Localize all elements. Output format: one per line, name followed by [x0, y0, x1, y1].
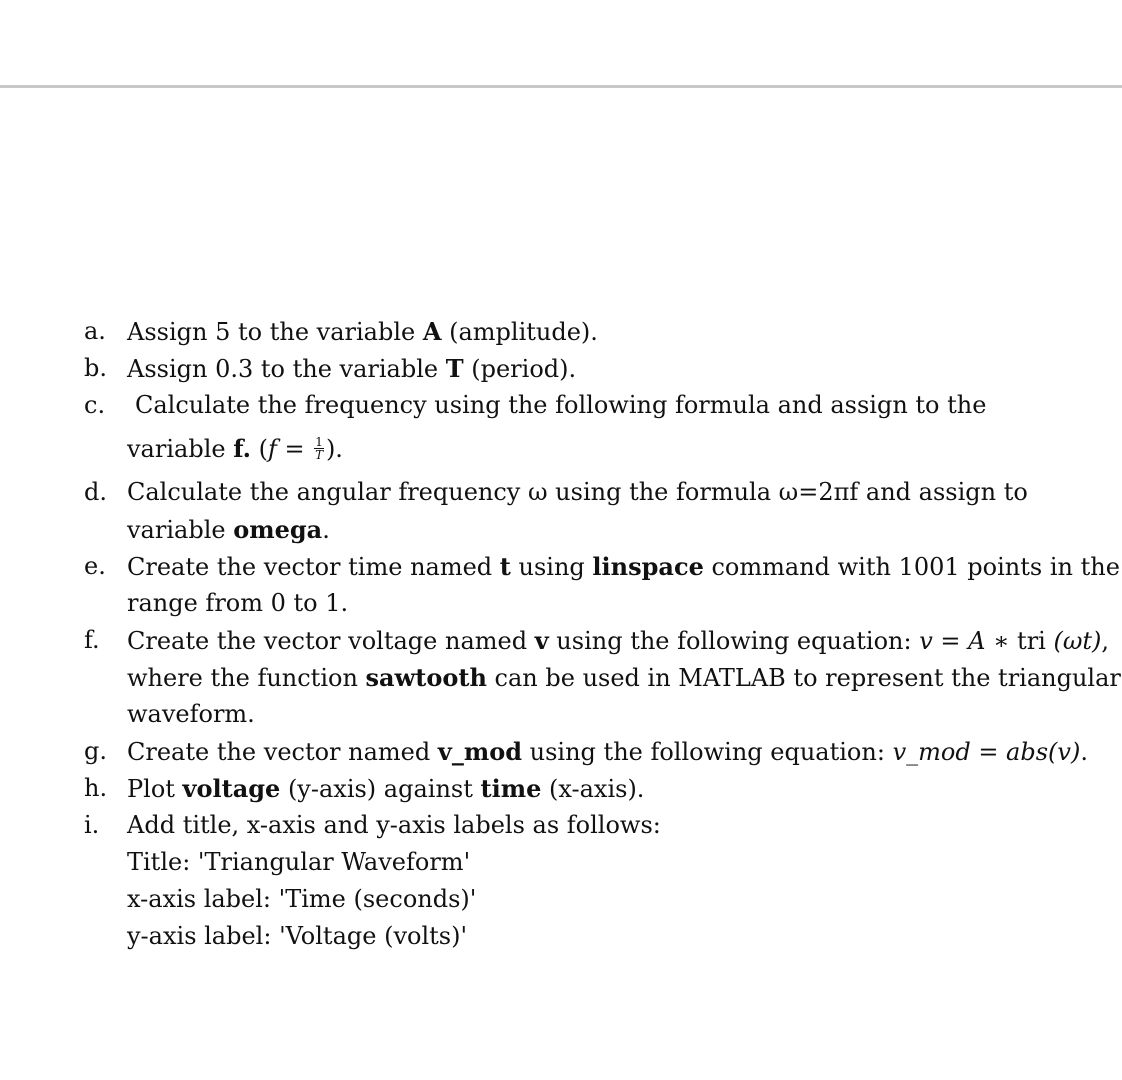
math-function: tri: [1017, 627, 1046, 655]
list-marker: d.: [84, 478, 107, 506]
x-axis-label-line: x-axis label: 'Time (seconds)': [127, 885, 477, 913]
math-equals: =: [276, 435, 313, 463]
bold-term: linspace: [592, 552, 704, 581]
list-marker: b.: [84, 354, 107, 382]
item-text: using the following equation:: [522, 738, 893, 766]
bold-term: sawtooth: [365, 663, 487, 692]
bold-term: T: [445, 354, 464, 383]
bold-term: v: [534, 626, 549, 655]
item-text: Create the vector named: [127, 738, 438, 766]
item-text: Assign 0.3 to the variable: [127, 355, 446, 383]
bold-term: A: [422, 317, 442, 346]
title-label-line: Title: 'Triangular Waveform': [127, 848, 471, 876]
top-divider: [0, 85, 1122, 88]
list-marker: c.: [84, 391, 106, 419]
list-marker: e.: [84, 552, 106, 580]
item-text: using the following equation:: [548, 627, 920, 655]
item-text: (: [251, 435, 269, 463]
item-text: Calculate the angular frequency ω using the formula ω=2πf and assign to: [127, 478, 1028, 506]
item-text: Assign 5 to the variable: [127, 318, 423, 346]
bold-term: v_mod: [437, 737, 523, 766]
item-text: Calculate the frequency using the following formula and assign to the: [135, 391, 987, 419]
item-text: range from 0 to 1.: [127, 589, 349, 617]
item-text: Plot: [127, 775, 183, 803]
item-text: where the function: [127, 664, 366, 692]
item-text: variable: [127, 435, 234, 463]
item-text: ).: [325, 435, 343, 463]
list-marker: i.: [84, 811, 100, 839]
y-axis-label-line: y-axis label: 'Voltage (volts)': [127, 922, 468, 950]
item-text: (period).: [463, 355, 577, 383]
item-text: can be used in MATLAB to represent the triangular: [486, 664, 1121, 692]
item-text: (amplitude).: [441, 318, 598, 346]
math-expression: v_mod = abs(v): [892, 738, 1081, 766]
item-text: Create the vector voltage named: [127, 627, 535, 655]
math-expression: v = A ∗: [919, 627, 1018, 655]
bold-term: omega: [233, 515, 323, 544]
math-argument: (ωt): [1045, 627, 1102, 655]
item-text: (x-axis).: [541, 775, 645, 803]
item-text: Add title, x-axis and y-axis labels as follows:: [127, 811, 661, 839]
item-text: waveform.: [127, 700, 255, 728]
list-marker: h.: [84, 774, 108, 802]
item-text: ,: [1101, 627, 1110, 655]
item-text: .: [322, 516, 330, 544]
item-text: .: [1080, 738, 1088, 766]
bold-term: t: [499, 552, 511, 581]
item-text: (y-axis) against: [280, 775, 481, 803]
bold-term: time: [480, 774, 542, 803]
bold-term: voltage: [182, 774, 281, 803]
item-text: Create the vector time named: [127, 553, 500, 581]
list-marker: g.: [84, 737, 107, 765]
math-f: f: [268, 435, 277, 463]
item-text: using: [510, 553, 593, 581]
item-text: variable: [127, 516, 234, 544]
bold-term: f.: [233, 434, 252, 463]
item-text: command with 1001 points in the: [703, 553, 1120, 581]
list-marker: a.: [84, 317, 106, 345]
fraction-one-over-T: $\frac{1}{T}$: [315, 435, 324, 462]
list-marker: f.: [84, 626, 100, 654]
